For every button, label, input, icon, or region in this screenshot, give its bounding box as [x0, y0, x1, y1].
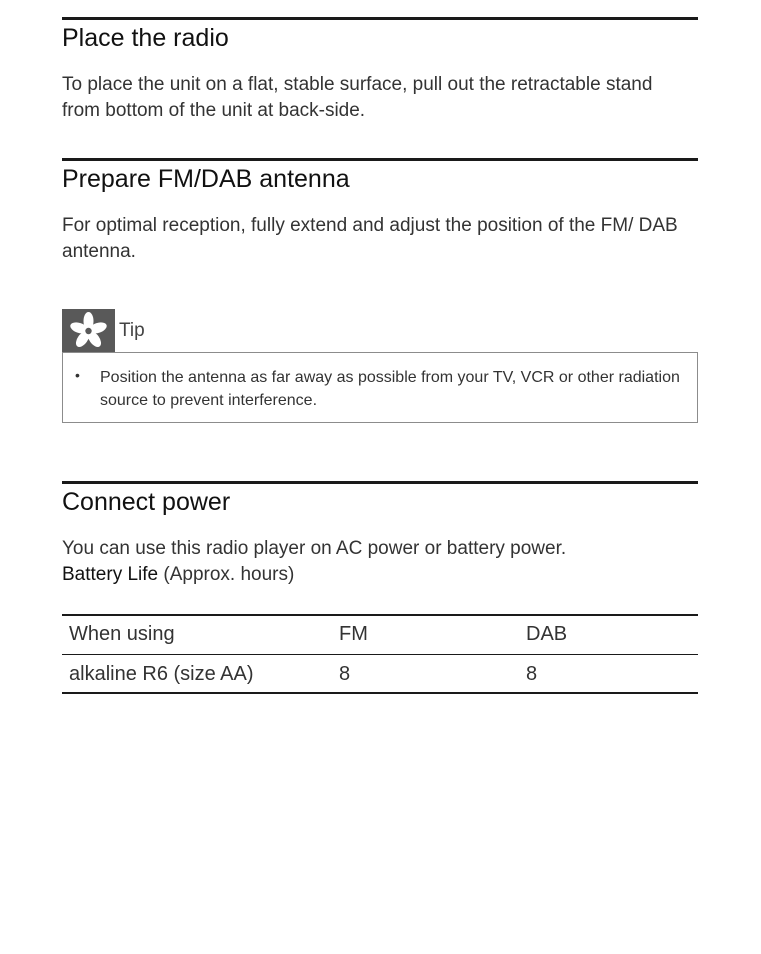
table-top-rule	[62, 614, 698, 616]
battery-life-note: (Approx. hours)	[163, 564, 295, 585]
battery-life-line	[62, 562, 692, 588]
section-body-place-radio: To place the unit on a flat, stable surface, pull out the retractable stand from bottom of the unit at back-side.	[62, 74, 653, 121]
table-cell: 8	[526, 663, 538, 685]
section-heading-connect-power: Connect power	[62, 488, 231, 516]
table-header-cell: DAB	[526, 623, 568, 645]
section-divider	[62, 158, 698, 161]
tip-box	[62, 352, 698, 423]
tip-label: Tip	[119, 320, 145, 341]
battery-life-label: Battery Life	[62, 564, 159, 585]
table-bottom-rule	[62, 692, 698, 694]
section-divider	[62, 481, 698, 484]
tip-item: Position the antenna as far away as possible from your TV, VCR or other radiation source to prevent interference.	[100, 369, 680, 409]
table-cell: alkaline R6 (size AA)	[69, 663, 254, 685]
section-heading-antenna: Prepare FM/DAB antenna	[62, 165, 350, 193]
table-header-cell: FM	[339, 623, 368, 645]
table-cell: 8	[339, 663, 351, 685]
section-divider	[62, 17, 698, 20]
table-header-divider	[62, 654, 698, 655]
tip-asterisk-icon	[62, 309, 115, 353]
section-heading-place-radio: Place the radio	[62, 24, 229, 52]
table-header-cell: When using	[69, 623, 175, 645]
tip-header	[62, 309, 262, 353]
section-body-connect-power: You can use this radio player on AC power or battery power.	[62, 538, 567, 559]
section-body-antenna: For optimal reception, fully extend and adjust the position of the FM/ DAB antenna.	[62, 215, 678, 262]
bullet-icon: •	[75, 367, 80, 383]
